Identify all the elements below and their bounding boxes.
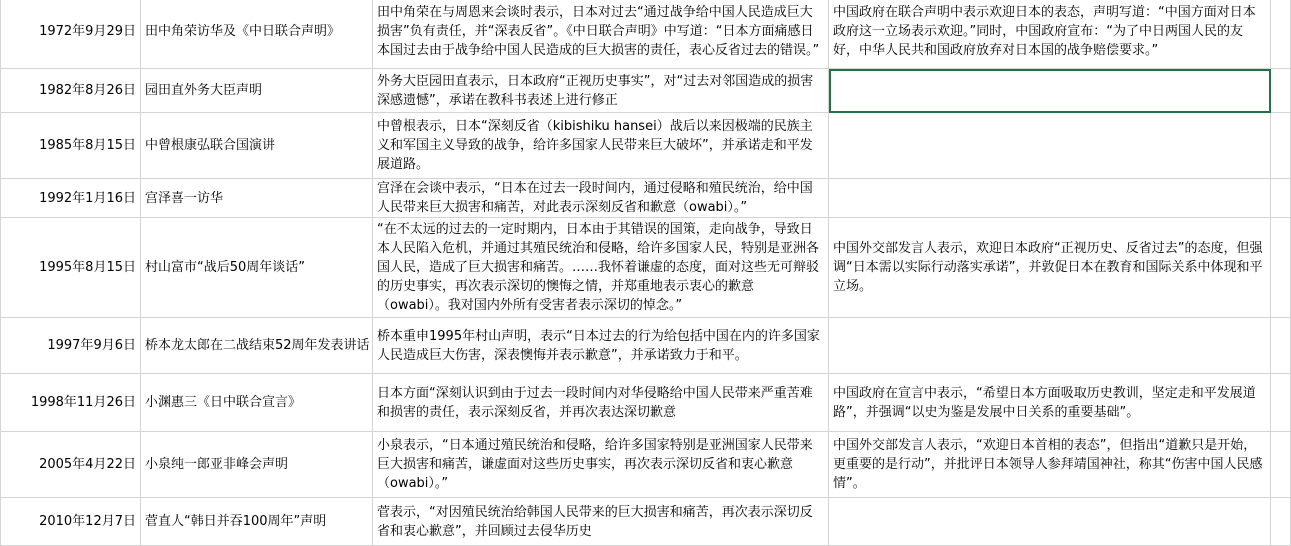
event-cell[interactable]: 中曾根康弘联合国演讲	[141, 113, 373, 179]
china-response-cell[interactable]	[829, 498, 1271, 546]
china-response-cell[interactable]	[829, 318, 1271, 374]
china-response-cell[interactable]: 中国政府在联合声明中表示欢迎日本的表态，声明写道：“中国方面对日本政府这一立场表示欢迎。”同时，中国政府宣布：“为了中日两国人民的友好，中华人民共和国政府放弃对日本国的战争赔偿要求。”	[829, 0, 1271, 69]
japan-statement-cell[interactable]: 菅表示，“对因殖民统治给韩国人民带来的巨大损害和痛苦，再次表示深切反省和衷心歉意”，并回顾过去侵华历史	[373, 498, 829, 546]
empty-cell[interactable]	[1271, 374, 1291, 432]
date-cell[interactable]: 1995年8月15日	[1, 218, 141, 318]
empty-cell[interactable]	[1271, 179, 1291, 218]
japan-statement-cell[interactable]: 中曾根表示，日本“深刻反省（kibishiku hansei）战后以来因极端的民族主义和军国主义导致的战争，给许多国家人民带来巨大破坏”，并承诺走和平发展道路。	[373, 113, 829, 179]
date-cell[interactable]: 1992年1月16日	[1, 179, 141, 218]
china-response-cell[interactable]	[829, 113, 1271, 179]
table-row	[1, 69, 1291, 113]
date-cell[interactable]: 2005年4月22日	[1, 432, 141, 498]
event-cell[interactable]: 宫泽喜一访华	[141, 179, 373, 218]
event-cell[interactable]: 小渊惠三《日中联合宣言》	[141, 374, 373, 432]
table-row	[1, 0, 1291, 69]
china-response-cell[interactable]: 中国外交部发言人表示，“欢迎日本首相的表态”，但指出“道歉只是开始，更重要的是行动”，并批评日本领导人参拜靖国神社，称其“伤害中国人民感情”。	[829, 432, 1271, 498]
date-cell[interactable]: 2010年12月7日	[1, 498, 141, 546]
table-row	[1, 374, 1291, 432]
japan-statement-cell[interactable]: 田中角荣在与周恩来会谈时表示，日本对过去“通过战争给中国人民造成巨大损害”负有责任，并“深表反省”。《中日联合声明》中写道：“日本方面痛感日本国过去由于战争给中国人民造成的巨大损害的责任，表心反省过去的错误。”	[373, 0, 829, 69]
empty-cell[interactable]	[1271, 113, 1291, 179]
japan-statement-cell[interactable]: 小泉表示，“日本通过殖民统治和侵略，给许多国家特别是亚洲国家人民带来巨大损害和痛苦，谦虚面对这些历史事实，再次表示深切反省和衷心歉意（owabi）。”	[373, 432, 829, 498]
table-row	[1, 498, 1291, 546]
empty-cell[interactable]	[1271, 432, 1291, 498]
date-cell[interactable]: 1972年9月29日	[1, 0, 141, 69]
date-cell[interactable]: 1997年9月6日	[1, 318, 141, 374]
event-cell[interactable]: 田中角荣访华及《中日联合声明》	[141, 0, 373, 69]
japan-statement-cell[interactable]: 桥本重申1995年村山声明，表示“日本过去的行为给包括中国在内的许多国家人民造成巨大伤害，深表懊悔并表示歉意”，并承诺致力于和平。	[373, 318, 829, 374]
japan-statement-cell[interactable]: “在不太远的过去的一定时期内，日本由于其错误的国策，走向战争，导致日本人民陷入危机，并通过其殖民统治和侵略，给许多国家人民，特别是亚洲各国人民，造成了巨大损害和痛苦。……我怀着谦虚的态度，面对这些无可辩驳的历史事实，再次表示深切的懊悔之情，并郑重地表示衷心的歉意（owabi）。我对国内外所有受害者表示深切的悼念。”	[373, 218, 829, 318]
table-row	[1, 432, 1291, 498]
table-row	[1, 318, 1291, 374]
china-response-cell[interactable]	[829, 179, 1271, 218]
table-row	[1, 113, 1291, 179]
japan-statement-cell[interactable]: 日本方面“深刻认识到由于过去一段时间内对华侵略给中国人民带来严重苦难和损害的责任，表示深刻反省，并再次表达深切歉意	[373, 374, 829, 432]
date-cell[interactable]: 1985年8月15日	[1, 113, 141, 179]
japan-statement-cell[interactable]: 宫泽在会谈中表示，“日本在过去一段时间内，通过侵略和殖民统治，给中国人民带来巨大损害和痛苦，对此表示深刻反省和歉意（owabi）。”	[373, 179, 829, 218]
japan-statement-cell[interactable]: 外务大臣园田直表示，日本政府“正视历史事实”，对“过去对邻国造成的损害深感遗憾”，承诺在教科书表述上进行修正	[373, 69, 829, 113]
event-cell[interactable]: 村山富市“战后50周年谈话”	[141, 218, 373, 318]
event-cell[interactable]: 园田直外务大臣声明	[141, 69, 373, 113]
table-row	[1, 218, 1291, 318]
empty-cell[interactable]	[1271, 498, 1291, 546]
table-row	[1, 179, 1291, 218]
china-response-cell[interactable]: 中国政府在宣言中表示，“希望日本方面吸取历史教训，坚定走和平发展道路”，并强调“以史为鉴是发展中日关系的重要基础”。	[829, 374, 1271, 432]
event-cell[interactable]: 桥本龙太郎在二战结束52周年发表讲话	[141, 318, 373, 374]
china-response-cell[interactable]: 中国外交部发言人表示，欢迎日本政府“正视历史、反省过去”的态度，但强调“日本需以实际行动落实承诺”，并敦促日本在教育和国际关系中体现和平立场。	[829, 218, 1271, 318]
date-cell[interactable]: 1998年11月26日	[1, 374, 141, 432]
empty-cell[interactable]	[1271, 218, 1291, 318]
event-cell[interactable]: 小泉纯一郎亚非峰会声明	[141, 432, 373, 498]
empty-cell[interactable]	[1271, 0, 1291, 69]
empty-cell[interactable]	[1271, 318, 1291, 374]
empty-cell[interactable]	[1271, 69, 1291, 113]
event-cell[interactable]: 菅直人“韩日并吞100周年”声明	[141, 498, 373, 546]
date-cell[interactable]: 1982年8月26日	[1, 69, 141, 113]
selected-cell[interactable]	[829, 69, 1271, 113]
